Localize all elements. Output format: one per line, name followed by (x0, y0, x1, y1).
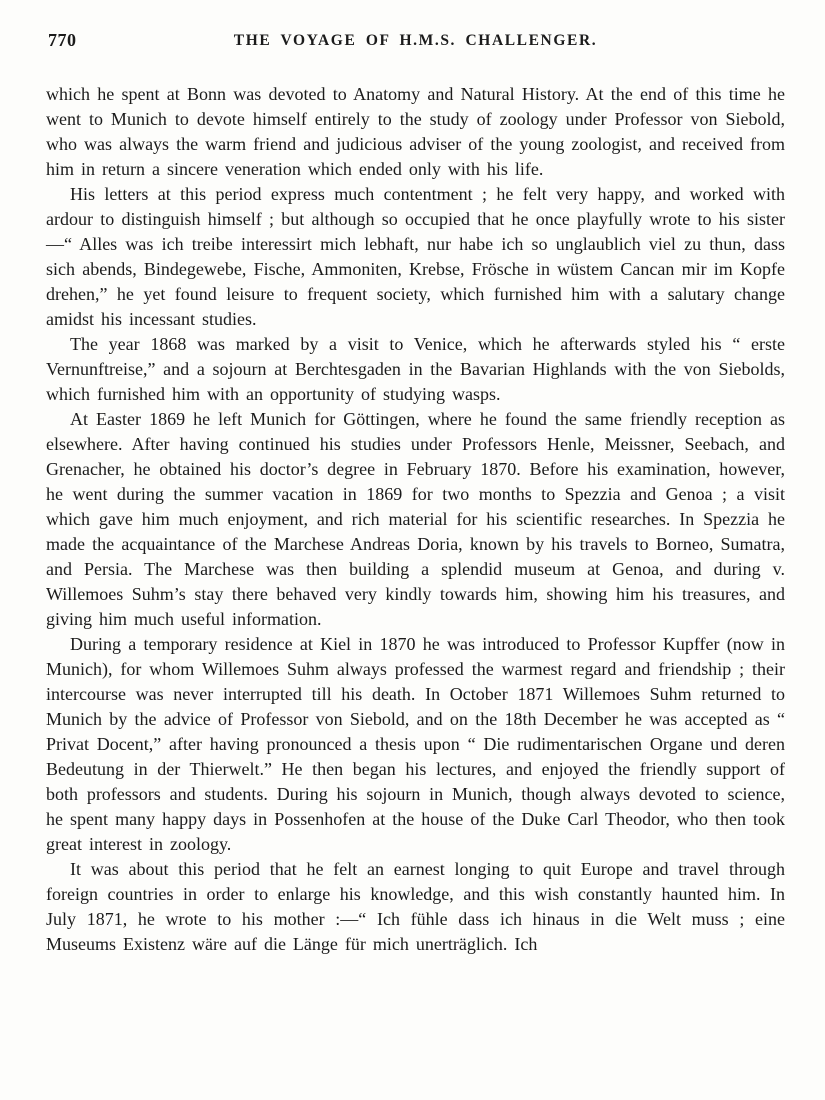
running-title: THE VOYAGE OF H.M.S. CHALLENGER. (233, 32, 598, 49)
body-paragraph-5: During a temporary residence at Kiel in 1870 he was introduced to Professor Kupffer (now in Munich), for whom Willemoes Suhm always professed the warmest regard and friendship ; their intercourse was never interrupted till his death. In October 1871 Willemoes Suhm returned to Munich by the advice of Professor von Siebold, and on the 18th December he was accepted as “ Privat Docent,” after having pronounced a thesis upon “ Die rudimentarischen Organe und deren Bedeutung in der Thierwelt.” He then began his lectures, and enjoyed the friendly support of both professors and students. During his sojourn in Munich, though always devoted to science, he spent many happy days in Possenhofen at the house of the Duke Carl Theodor, who then took great interest in zoology. (46, 634, 785, 854)
body-paragraph-3: The year 1868 was marked by a visit to Venice, which he afterwards styled his “ erste Vernunftreise,” and a sojourn at Berchtesgaden in the Bavarian Highlands with the von Siebolds, which furnished him with an opportunity of studying wasps. (46, 334, 785, 404)
body-paragraph-6: It was about this period that he felt an earnest longing to quit Europe and travel through foreign countries in order to enlarge his knowledge, and this wish constantly haunted him. In July 1871, he wrote to his mother :—“ Ich fühle dass ich hinaus in die Welt muss ; eine Museums Existenz wäre auf die Länge für mich unerträglich. Ich (46, 859, 785, 954)
page-body (46, 82, 785, 957)
body-paragraph-1: which he spent at Bonn was devoted to Anatomy and Natural History. At the end of this time he went to Munich to devote himself entirely to the study of zoology under Professor von Siebold, who was always the warm friend and judicious adviser of the young zoologist, and received from him in return a sincere veneration which ended only with his life. (46, 84, 785, 179)
body-paragraph-2: His letters at this period express much contentment ; he felt very happy, and worked with ardour to distinguish himself ; but although so occupied that he once playfully wrote to his sister—“ Alles was ich treibe interessirt mich lebhaft, nur habe ich so unglaublich viel zu thun, dass sich abends, Bindegewebe, Fische, Ammoniten, Krebse, Frösche in wüstem Cancan mir im Kopfe drehen,” he yet found leisure to frequent society, which furnished him with a salutary change amidst his incessant studies. (46, 184, 785, 329)
body-paragraph-4: At Easter 1869 he left Munich for Göttingen, where he found the same friendly reception as elsewhere. After having continued his studies under Professors Henle, Meissner, Seebach, and Grenacher, he obtained his doctor’s degree in February 1870. Before his examination, however, he went during the summer vacation in 1869 for two months to Spezzia and Genoa ; a visit which gave him much enjoyment, and rich material for his scientific researches. In Spezzia he made the acquaintance of the Marchese Andreas Doria, known by his travels to Borneo, Sumatra, and Persia. The Marchese was then building a splendid museum at Genoa, and during v. Willemoes Suhm’s stay there behaved very kindly towards him, showing him his treasures, and giving him much useful information. (46, 409, 785, 629)
page-number: 770 (48, 30, 77, 50)
running-head (46, 30, 785, 54)
